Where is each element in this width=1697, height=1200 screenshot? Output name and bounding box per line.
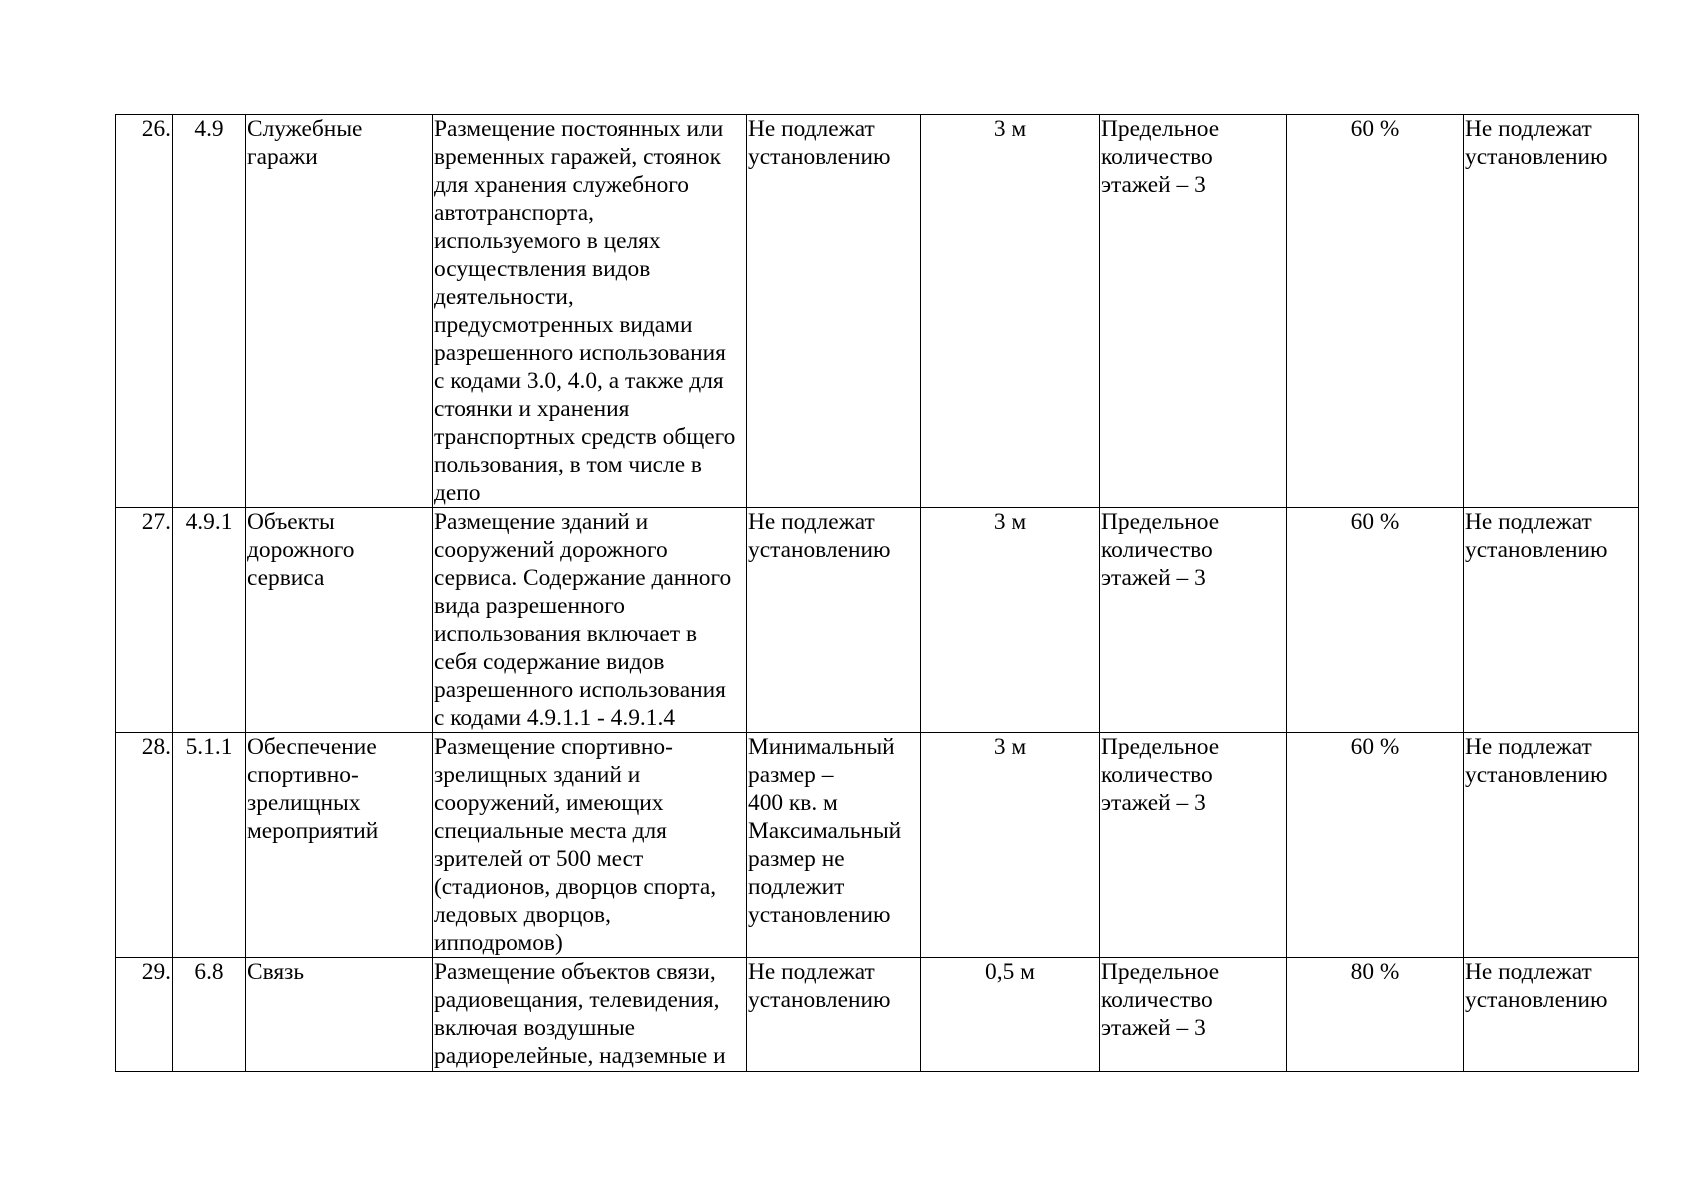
max-coverage: 60 % — [1287, 733, 1464, 958]
max-coverage: 60 % — [1287, 115, 1464, 508]
use-code: 4.9.1 — [173, 508, 246, 733]
row-number: 26. — [116, 115, 173, 508]
use-description: Размещение зданий и сооружений дорожного сервиса. Содержание данного вида разрешенного использования включает в себя содержание видов разрешенного использования с кодами 4.9.1.1 - 4.9.1.4 — [433, 508, 747, 733]
max-floors: Предельное количество этажей – 3 — [1100, 958, 1287, 1072]
plot-size: Не подлежат установлению — [747, 508, 921, 733]
table-row — [116, 958, 1639, 1072]
use-code: 6.8 — [173, 958, 246, 1072]
plot-size: Не подлежат установлению — [747, 115, 921, 508]
table-row — [116, 733, 1639, 958]
table-row — [116, 115, 1639, 508]
row-number: 27. — [116, 508, 173, 733]
use-name: Служебные гаражи — [246, 115, 433, 508]
max-floors: Предельное количество этажей – 3 — [1100, 115, 1287, 508]
use-description: Размещение постоянных или временных гаражей, стоянок для хранения служебного автотранспорта, используемого в целях осуществления видов деятельности, предусмотренных видами разрешенного использования с кодами 3.0, 4.0, а также для стоянки и хранения транспортных средств общего пользования, в том числе в депо — [433, 115, 747, 508]
use-description: Размещение спортивно- зрелищных зданий и сооружений, имеющих специальные места для зрителей от 500 мест (стадионов, дворцов спорта, ледовых дворцов, ипподромов) — [433, 733, 747, 958]
use-name: Объекты дорожного сервиса — [246, 508, 433, 733]
zoning-table — [115, 114, 1639, 1072]
use-name: Связь — [246, 958, 433, 1072]
max-floors: Предельное количество этажей – 3 — [1100, 508, 1287, 733]
min-setback: 3 м — [921, 733, 1100, 958]
other-params: Не подлежат установлению — [1464, 115, 1639, 508]
min-setback: 3 м — [921, 115, 1100, 508]
max-coverage: 60 % — [1287, 508, 1464, 733]
max-floors: Предельное количество этажей – 3 — [1100, 733, 1287, 958]
table-row — [116, 508, 1639, 733]
max-coverage: 80 % — [1287, 958, 1464, 1072]
row-number: 29. — [116, 958, 173, 1072]
plot-size: Не подлежат установлению — [747, 958, 921, 1072]
other-params: Не подлежат установлению — [1464, 733, 1639, 958]
use-name: Обеспечение спортивно- зрелищных мероприятий — [246, 733, 433, 958]
use-description: Размещение объектов связи, радиовещания, телевидения, включая воздушные радиорелейные, надземные и — [433, 958, 747, 1072]
row-number: 28. — [116, 733, 173, 958]
plot-size: Минимальный размер – 400 кв. м Максимальный размер не подлежит установлению — [747, 733, 921, 958]
min-setback: 3 м — [921, 508, 1100, 733]
other-params: Не подлежат установлению — [1464, 958, 1639, 1072]
use-code: 5.1.1 — [173, 733, 246, 958]
use-code: 4.9 — [173, 115, 246, 508]
min-setback: 0,5 м — [921, 958, 1100, 1072]
other-params: Не подлежат установлению — [1464, 508, 1639, 733]
